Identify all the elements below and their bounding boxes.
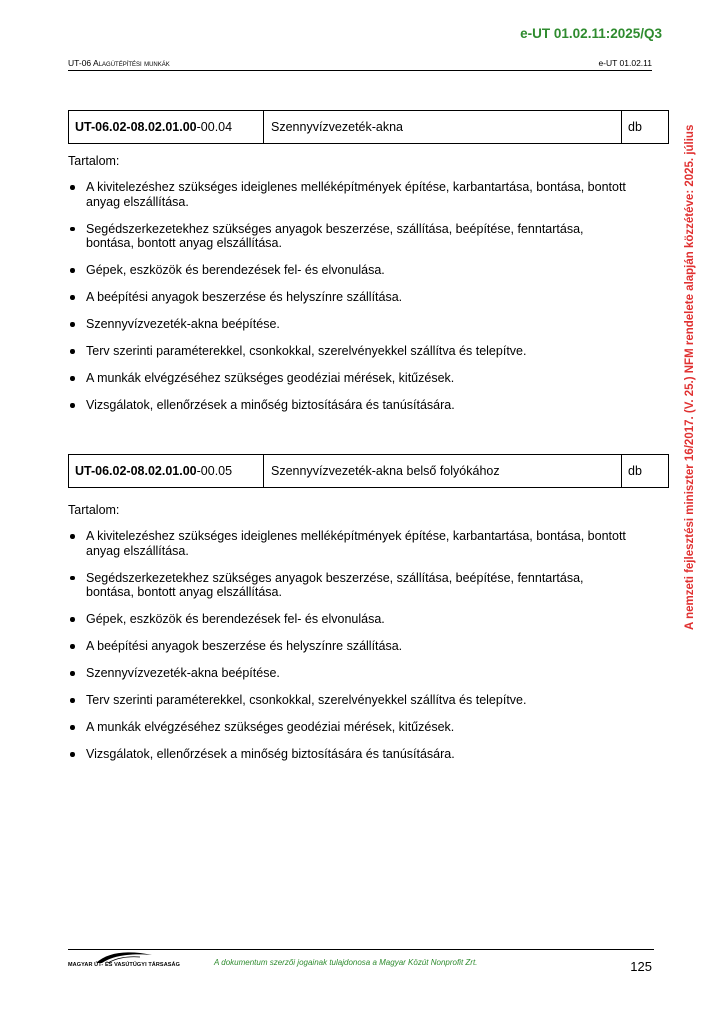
list-item: Gépek, eszközök és berendezések fel- és elvonulása.	[68, 612, 628, 627]
running-header	[68, 58, 652, 71]
document-code: e-UT 01.02.11:2025/Q3	[520, 26, 662, 41]
list-item: A beépítési anyagok beszerzése és helyszínre szállítása.	[68, 639, 628, 654]
item-code-bold: UT-06.02-08.02.01.00	[75, 464, 197, 478]
item-code-suffix: -00.04	[196, 120, 233, 134]
list-item: Vizsgálatok, ellenőrzések a minőség biztosítására és tanúsítására.	[68, 747, 628, 762]
logo-text: MAGYAR ÚT- ÉS VASÚTÜGYI TÁRSASÁG	[68, 962, 180, 968]
copyright-notice: A dokumentum szerzői jogainak tulajdonosa a Magyar Közút Nonprofit Zrt.	[214, 958, 478, 967]
list-item: Segédszerkezetekhez szükséges anyagok beszerzése, szállítása, beépítése, fenntartása, bontása, bontott anyag elszállítása.	[68, 222, 628, 251]
content-list	[68, 529, 628, 774]
item-name: Szennyvízvezeték-akna belső folyókához	[264, 455, 622, 487]
list-item: Szennyvízvezeték-akna beépítése.	[68, 317, 628, 332]
list-item: A munkák elvégzéséhez szükséges geodéziai mérések, kitűzések.	[68, 371, 628, 386]
list-item: A beépítési anyagok beszerzése és helyszínre szállítása.	[68, 290, 628, 305]
item-table	[68, 110, 669, 144]
list-item: A kivitelezéshez szükséges ideiglenes melléképítmények építése, karbantartása, bontása, bontott anyag elszállítása.	[68, 529, 628, 558]
item-code-suffix: -00.05	[196, 464, 233, 478]
list-item: Terv szerinti paraméterekkel, csonkokkal, szerelvényekkel szállítva és telepítve.	[68, 693, 628, 708]
list-item: Szennyvízvezeték-akna beépítése.	[68, 666, 628, 681]
item-table	[68, 454, 669, 488]
item-code	[69, 111, 264, 143]
tartalom-label: Tartalom:	[68, 154, 120, 168]
content-list	[68, 180, 628, 425]
item-name: Szennyvízvezeték-akna	[264, 111, 622, 143]
running-header-right: e-UT 01.02.11	[598, 58, 652, 68]
running-header-left: UT-06 Alagútépítési munkák	[68, 58, 170, 68]
list-item: A munkák elvégzéséhez szükséges geodéziai mérések, kitűzések.	[68, 720, 628, 735]
list-item: Vizsgálatok, ellenőrzések a minőség biztosítására és tanúsítására.	[68, 398, 628, 413]
item-unit: db	[628, 120, 642, 134]
item-code-bold: UT-06.02-08.02.01.00	[75, 120, 197, 134]
tartalom-label: Tartalom:	[68, 503, 120, 517]
publication-side-note: A nemzeti fejlesztési miniszter 16/2017. (V. 25.) NFM rendelete alapján közzétéve: 2025. július	[684, 124, 696, 630]
list-item: Segédszerkezetekhez szükséges anyagok beszerzése, szállítása, beépítése, fenntartása, bontása, bontott anyag elszállítása.	[68, 571, 628, 600]
item-code	[69, 455, 264, 487]
list-item: Terv szerinti paraméterekkel, csonkokkal, szerelvényekkel szállítva és telepítve.	[68, 344, 628, 359]
page-number: 125	[630, 959, 652, 974]
organization-logo	[68, 950, 178, 972]
item-unit: db	[628, 464, 642, 478]
list-item: A kivitelezéshez szükséges ideiglenes melléképítmények építése, karbantartása, bontása, bontott anyag elszállítása.	[68, 180, 628, 209]
list-item: Gépek, eszközök és berendezések fel- és elvonulása.	[68, 263, 628, 278]
